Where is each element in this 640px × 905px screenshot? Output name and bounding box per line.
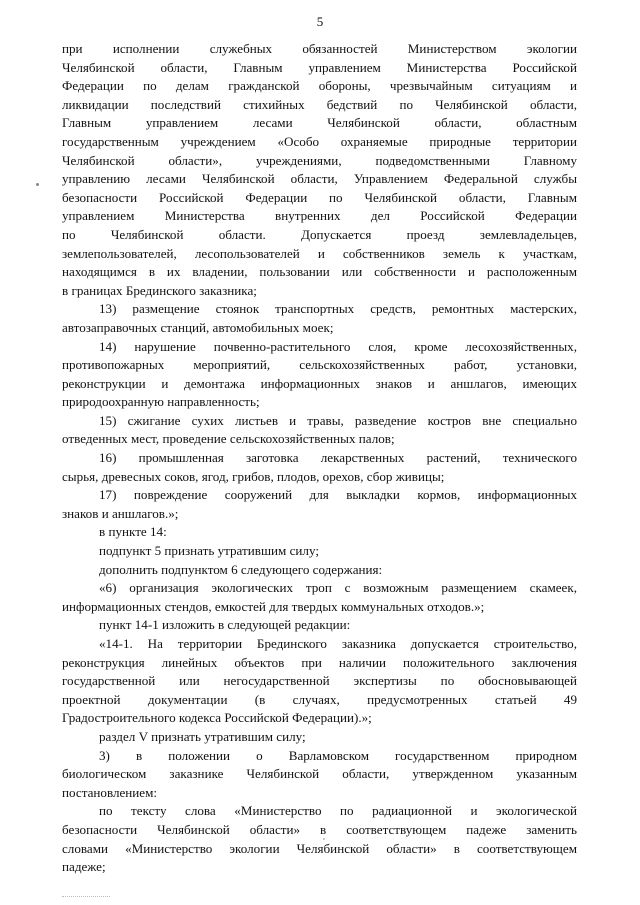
text-line: пункт 14-1 изложить в следующей редакции:	[99, 617, 351, 633]
text-line: постановлением:	[62, 784, 158, 800]
text-line: Главным управлением лесами Челябинской области, областным	[62, 115, 577, 131]
text-line: Градостроительного кодекса Российской Федерации).»;	[62, 710, 372, 726]
text-line: 17) повреждение сооружений для выкладки кормов, информационных	[99, 487, 577, 503]
text-line: при исполнении служебных обязанностей Министерством экологии	[62, 41, 577, 56]
text-line: по Челябинской области. Допускается проезд землевладельцев,	[62, 226, 577, 242]
scan-speck	[36, 183, 39, 186]
text-line: словами «Министерство экологии Челябинской области» в соответствующем	[62, 840, 577, 856]
text-line: землепользователей, лесопользователей и собственников земель к участкам,	[62, 245, 577, 261]
text-line: находящимся в их владении, пользовании или собственности и расположенным	[62, 264, 577, 280]
text-line: проектной документации (в случаях, предусмотренных статьей 49	[62, 691, 577, 707]
text-line: безопасности Российской Федерации по Челябинской области, Главным	[62, 189, 577, 205]
text-line: в пункте 14:	[99, 524, 167, 540]
text-line: информационных стендов, емкостей для твердых коммунальных отходов.»;	[62, 598, 485, 614]
text-line: реконструкция линейных объектов при наличии положительного заключения	[62, 654, 577, 670]
text-line: сырья, древесных соков, ягод, грибов, плодов, орехов, сбор живицы;	[62, 468, 445, 484]
text-line: Челябинской области», учреждениями, подведомственными Главному	[62, 152, 577, 168]
text-line: раздел V признать утратившим силу;	[99, 728, 306, 744]
text-line: управлению лесами Челябинской области, Управлением Федеральной службы	[62, 171, 577, 187]
text-line: противопожарных мероприятий, сельскохозяйственных работ, установки,	[62, 357, 577, 373]
text-line: дополнить подпунктом 6 следующего содержания:	[99, 561, 383, 577]
text-line: в границах Брединского заказника;	[62, 282, 257, 298]
text-line: реконструкции и демонтажа информационных знаков и аншлагов, имеющих	[62, 375, 577, 391]
text-line: подпункт 5 признать утратившим силу;	[99, 543, 319, 559]
text-line: ликвидации последствий стихийных бедствий по Челябинской области,	[62, 96, 577, 112]
text-line: 3) в положении о Варламовском государственном природном	[99, 747, 577, 763]
text-line: отведенных мест, проведение сельскохозяйственных палов;	[62, 431, 395, 447]
text-line: «14-1. На территории Брединского заказника допускается строительство,	[99, 636, 577, 651]
page-number: 5	[316, 14, 324, 29]
document-body	[62, 40, 577, 877]
text-line: 16) промышленная заготовка лекарственных растений, технического	[99, 450, 577, 466]
text-line: автозаправочных станций, автомобильных моек;	[62, 319, 334, 335]
text-line: падеже;	[62, 859, 106, 875]
text-line: по тексту слова «Министерство по радиационной и экологической	[99, 803, 577, 819]
text-line: 15) сжигание сухих листьев и травы, разведение костров вне специально	[99, 412, 577, 428]
text-line: знаков и аншлагов.»;	[62, 505, 179, 521]
text-line: управлением Министерства внутренних дел Российской Федерации	[62, 208, 577, 224]
text-line: «6) организация экологических троп с возможным размещением скамеек,	[99, 580, 577, 596]
text-line: государственным учреждением «Особо охраняемые природные территории	[62, 133, 577, 149]
text-line: природоохранную направленность;	[62, 394, 260, 410]
text-line: государственной или негосударственной экспертизы по обосновывающей	[62, 673, 577, 689]
text-line: 13) размещение стоянок транспортных средств, ремонтных мастерских,	[99, 301, 577, 317]
text-line: Челябинской области, Главным управлением Министерства Российской	[62, 59, 577, 75]
text-line: 14) нарушение почвенно-растительного слоя, кроме лесохозяйственных,	[99, 338, 577, 354]
text-line: биологическом заказнике Челябинской области, утвержденном указанным	[62, 766, 577, 782]
text-line: Федерации по делам гражданской обороны, чрезвычайным ситуациям и	[62, 78, 577, 94]
footer-mark	[62, 896, 110, 898]
text-line: безопасности Челябинской области» в соответствующем падеже заменить	[62, 821, 577, 837]
scan-speck	[323, 838, 325, 840]
